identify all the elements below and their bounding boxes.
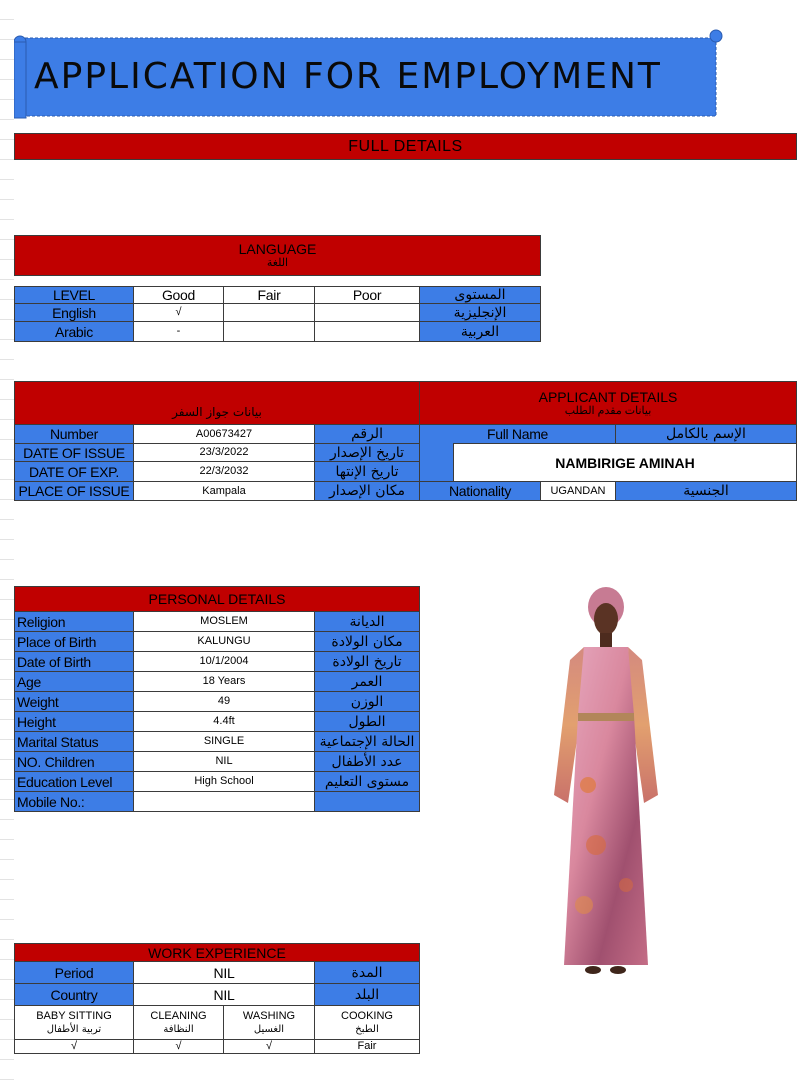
personal-row-label: Mobile No.:: [14, 791, 134, 812]
skill-header: [314, 1005, 420, 1040]
personal-row-value: 4.4ft: [133, 711, 315, 732]
personal-row-value: 49: [133, 691, 315, 712]
country-ar: البلد: [314, 983, 420, 1006]
language-english-fair: [223, 303, 315, 322]
personal-row-value: NIL: [133, 751, 315, 772]
full-name-ar: الإسم بالكامل: [615, 424, 797, 444]
personal-row-ar: الحالة الإجتماعية: [314, 731, 420, 752]
personal-row-ar: الديانة: [314, 611, 420, 632]
full-details-bar: FULL DETAILS: [14, 133, 797, 160]
passport-exp-ar: تاريخ الإنتها: [314, 461, 420, 482]
personal-row-label: Marital Status: [14, 731, 134, 752]
skill-label-en: CLEANING: [150, 1009, 207, 1022]
passport-exp-value: 22/3/2032: [133, 461, 315, 482]
personal-row-label: NO. Children: [14, 751, 134, 772]
skill-value: √: [14, 1039, 134, 1054]
personal-row-ar: الوزن: [314, 691, 420, 712]
spreadsheet-grid: [0, 0, 14, 1080]
skill-label-ar: الطبخ: [355, 1023, 379, 1035]
nationality-label: Nationality: [419, 481, 541, 501]
skill-label-en: COOKING: [341, 1009, 393, 1022]
applicant-header-ar: بيانات مقدم الطلب: [564, 404, 652, 417]
country-label: Country: [14, 983, 134, 1006]
language-row-english-label: English: [14, 303, 134, 322]
personal-row-value: [133, 791, 315, 812]
language-col-good: Good: [133, 286, 224, 304]
period-label: Period: [14, 961, 134, 984]
passport-issue-ar: تاريخ الإصدار: [314, 443, 420, 462]
skill-label-ar: النظافة: [163, 1023, 194, 1035]
personal-row-label: Weight: [14, 691, 134, 712]
applicant-photo: [548, 585, 663, 983]
language-row-arabic-ar: العربية: [419, 321, 541, 342]
skill-label-en: WASHING: [242, 1009, 296, 1022]
language-col-level: LEVEL: [14, 286, 134, 304]
personal-row-ar: عدد الأطفال: [314, 751, 420, 772]
personal-row-value: MOSLEM: [133, 611, 315, 632]
language-arabic-poor: [314, 321, 420, 342]
passport-header-ar: بيانات جواز السفر: [172, 405, 262, 419]
language-english-good: √: [133, 303, 224, 322]
skill-header: [14, 1005, 134, 1040]
period-ar: المدة: [314, 961, 420, 984]
personal-row-label: Date of Birth: [14, 651, 134, 672]
applicant-header: [419, 381, 797, 425]
personal-row-ar: العمر: [314, 671, 420, 692]
personal-row-label: Height: [14, 711, 134, 732]
personal-row-value: SINGLE: [133, 731, 315, 752]
skill-label-en: BABY SITTING: [36, 1009, 112, 1022]
personal-details-header: PERSONAL DETAILS: [14, 586, 420, 612]
personal-row-ar: مستوى التعليم: [314, 771, 420, 792]
applicant-header-en: APPLICANT DETAILS: [538, 388, 678, 405]
nationality-ar: الجنسية: [615, 481, 797, 501]
skill-label-ar: تربية الأطفال: [46, 1023, 102, 1035]
language-col-poor: Poor: [314, 286, 420, 304]
nationality-value: UGANDAN: [540, 481, 616, 501]
period-value: NIL: [133, 961, 315, 984]
personal-row-label: Religion: [14, 611, 134, 632]
skill-value: √: [223, 1039, 315, 1054]
passport-header: [14, 381, 420, 425]
language-header-ar: اللغة: [266, 257, 289, 269]
language-arabic-fair: [223, 321, 315, 342]
skill-header: [223, 1005, 315, 1040]
personal-row-ar: تاريخ الولادة: [314, 651, 420, 672]
passport-number-ar: الرقم: [314, 424, 420, 444]
personal-row-ar: [314, 791, 420, 812]
language-col-level-ar: المستوى: [419, 286, 541, 304]
passport-place-value: Kampala: [133, 481, 315, 501]
personal-row-value: KALUNGU: [133, 631, 315, 652]
applicant-photo-illustration: [548, 585, 663, 983]
personal-row-value: 10/1/2004: [133, 651, 315, 672]
title-banner: [14, 28, 724, 120]
skill-value: Fair: [314, 1039, 420, 1054]
language-arabic-good: -: [133, 321, 224, 342]
passport-place-ar: مكان الإصدار: [314, 481, 420, 501]
personal-row-ar: الطول: [314, 711, 420, 732]
passport-number-value: A00673427: [133, 424, 315, 444]
language-header: [14, 235, 541, 276]
language-row-english-ar: الإنجليزية: [419, 303, 541, 322]
passport-exp-label: DATE OF EXP.: [14, 461, 134, 482]
language-col-fair: Fair: [223, 286, 315, 304]
page-title: APPLICATION FOR EMPLOYMENT: [34, 56, 662, 97]
language-row-arabic-label: Arabic: [14, 321, 134, 342]
work-experience-header: WORK EXPERIENCE: [14, 943, 420, 962]
skill-value: √: [133, 1039, 224, 1054]
personal-row-ar: مكان الولادة: [314, 631, 420, 652]
personal-row-label: Age: [14, 671, 134, 692]
passport-issue-label: DATE OF ISSUE: [14, 443, 134, 462]
skill-header: [133, 1005, 224, 1040]
language-english-poor: [314, 303, 420, 322]
applicant-spacer: [419, 443, 454, 482]
skill-label-ar: الغسيل: [253, 1023, 285, 1035]
country-value: NIL: [133, 983, 315, 1006]
passport-place-label: PLACE OF ISSUE: [14, 481, 134, 501]
personal-row-value: High School: [133, 771, 315, 792]
passport-issue-value: 23/3/2022: [133, 443, 315, 462]
full-name-label: Full Name: [419, 424, 616, 444]
personal-row-label: Place of Birth: [14, 631, 134, 652]
language-header-en: LANGUAGE: [238, 241, 317, 257]
personal-row-value: 18 Years: [133, 671, 315, 692]
full-name-value: NAMBIRIGE AMINAH: [453, 443, 797, 482]
passport-number-label: Number: [14, 424, 134, 444]
personal-row-label: Education Level: [14, 771, 134, 792]
